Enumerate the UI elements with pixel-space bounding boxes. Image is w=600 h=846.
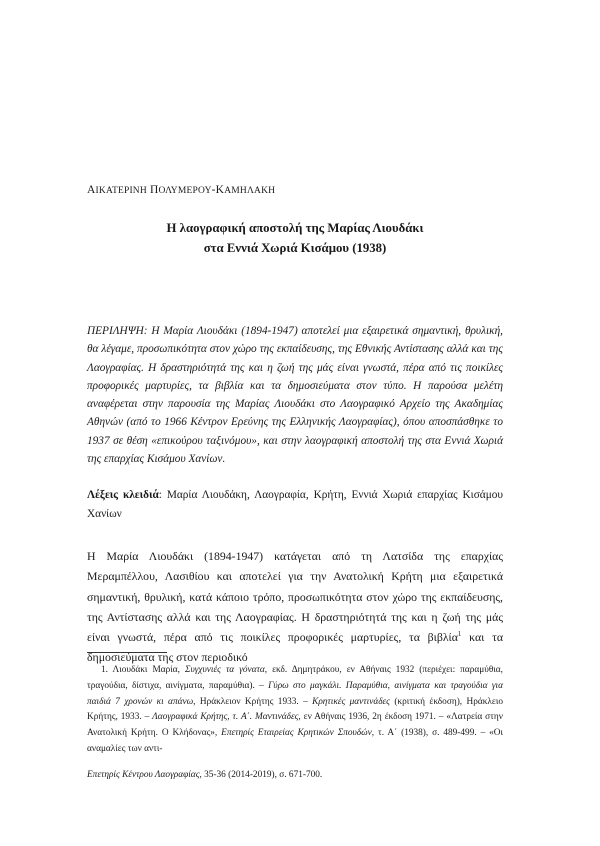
source-citation: [87, 770, 503, 780]
keywords-label: Λέξεις κλειδιά: [87, 489, 159, 501]
footnote-title: Επετηρίς Εταιρείας Κρητικών Σπουδών: [221, 728, 372, 739]
author-initial: Α: [87, 184, 96, 196]
paper-page: [87, 0, 503, 846]
journal-name: Επετηρίς Κέντρου Λαογραφίας: [87, 770, 200, 780]
footnote-title: Γύρω στο μαγκάλι. Παραμύθια, αινίγματα και τραγούδια για παιδιά 7 χρονών κι απάνω: [87, 680, 504, 707]
title-line-1: Η λαογραφική αποστολή της Μαρίας Λιουδάκι: [166, 221, 424, 235]
footnote-title: Λαογραφικά Κρήτης, τ. Α΄. Μαντινάδες: [152, 712, 299, 723]
title-line-2: στα Εννιά Χωριά Κισάμου (1938): [203, 241, 387, 255]
footnote-text: , εκδ. Δημητράκου, εν Αθήναις 1932 (περιέχει: παραμύθια, τραγούδια, δίστιχα, αινίγματα, παραμύθια). –: [87, 665, 503, 691]
author-smallcaps: ΑΜΗΛΑΚΗ: [224, 186, 276, 196]
footnote-title: Συγχυνιές τα γόνατα: [184, 665, 265, 675]
body-paragraph: [87, 546, 503, 668]
footnote-text: (κριτική έκδοση), Ηράκλειο Κρήτης, 1933. –: [87, 696, 503, 723]
abstract: ΠΕΡΙΛΗΨΗ: Η Μαρία Λιουδάκι (1894-1947) αποτελεί μια εξαιρετικά σημαντική, θρυλική, θα λέγαμε, προσωπικότητα στον χώρο της εκπαίδευσης, της Εθνικής Αντίστασης αλλά και της Λαογραφίας. Η δραστηριότητά της και η ζωή της μάς είναι γνωστά, πέρα από τις ποικίλες προφορικές μαρτυρίες, τα βιβλία και τα δημοσιεύματα στον τύπο. Η παρούσα μελέτη αναφέρεται στην παρουσία της Μαρίας Λιουδάκι στο Λαογραφικό Αρχείο της Ακαδημίας Αθηνών (από το 1966 Κέντρον Ερεύνης της Ελληνικής Λαογραφίας), όπου αποσπάσθηκε το 1937 σε θέση «επικούρου ταξινόμου», και στην λαογραφική αποστολή της στα Εννιά Χωριά της επαρχίας Κισάμου Χανίων.: [87, 325, 503, 466]
journal-details: , 35-36 (2014-2019), σ. 671-700.: [199, 770, 323, 780]
keywords-text: : Μαρία Λιουδάκη, Λαογραφία, Κρήτη, Εννιά Χωριά επαρχίας Κισάμου Χανίων: [87, 489, 503, 520]
author-name: [87, 184, 503, 196]
footnote-text: , εν Αθήναις 1936, 2η έκδοση 1971. – «Λατρεία στην Ανατολική Κρήτη. Ο Κλήδονας»,: [87, 712, 503, 739]
footnote-1: [87, 663, 503, 758]
footnote-title: Κρητικές μαντινάδες: [312, 696, 390, 707]
author-smallcaps: ΙΚΑΤΕΡΙΝΗ: [95, 186, 147, 196]
footnote-text: 1. Λιουδάκι Μαρία,: [101, 665, 185, 675]
author-initial: Π: [150, 184, 159, 196]
footnote-separator: [87, 652, 167, 653]
author-initial: -Κ: [211, 184, 225, 196]
footnote-marker[interactable]: 1: [457, 630, 462, 639]
body-text-part-2: και τα δημοσιεύματα της στον περιοδικό: [87, 630, 504, 665]
body-text-part-1: Η Μαρία Λιουδάκι (1894-1947) κατάγεται από τη Λατσίδα της επαρχίας Μεραμπέλλου, Λασιθίου και αποτελεί για την Ανατολική Κρήτη μια εξαιρετικά σημαντική, θρυλική, κατά κάποιο τρόπο, προσωπικότητα στον χώρο της εκπαίδευσης, της Αντίστασης αλλά και της Λαογραφίας. Η δραστηριότητά της και η ζωή της μάς είναι γνωστά, πέρα από τις ποικίλες προφορικές μαρτυρίες, τα βιβλία: [87, 549, 503, 645]
author-smallcaps: ΟΛΥΜΕΡΟΥ: [158, 186, 212, 196]
keywords: [87, 486, 503, 524]
footnote-text: , τ. Α΄ (1938), σ. 489-499. – «Οι αναμαλίες των αντι-: [87, 728, 503, 754]
footnote-text: , Ηράκλειον Κρήτης 1933. –: [193, 696, 313, 707]
article-title: [87, 218, 503, 258]
